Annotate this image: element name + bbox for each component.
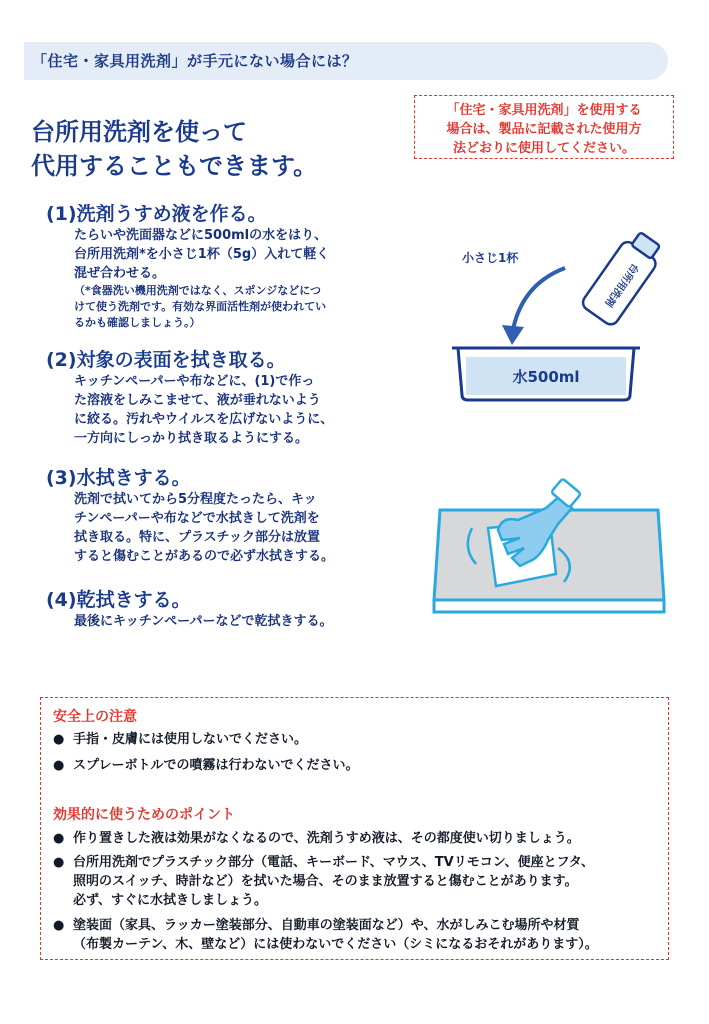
- headline-line-2: 代用することもできます。: [31, 152, 318, 180]
- bullet-icon: ●: [53, 918, 65, 933]
- notice-line: 法どおりに使用してください。: [452, 141, 635, 156]
- step-2: [46, 348, 391, 448]
- step-body: [74, 372, 391, 448]
- list-item: [53, 916, 653, 954]
- list-item-text: 手指・皮膚には使用しないでください。: [73, 732, 308, 747]
- list-item: [53, 829, 653, 848]
- wiping-table-illustration: [428, 478, 673, 618]
- step-title: (4)乾拭きする。: [46, 589, 191, 611]
- step-body: [74, 490, 391, 566]
- step-title: (2)対象の表面を拭き取る。: [46, 349, 286, 371]
- step-text: に絞る。汚れやウイルスを広げないように、: [74, 412, 334, 427]
- step-text: 一方向にしっかり拭き取るようにする。: [74, 431, 309, 446]
- step-title: (1)洗剤うすめ液を作る。: [46, 203, 267, 225]
- step-text: たらいや洗面器などに500mlの水をはり、: [74, 228, 328, 243]
- detergent-basin-illustration: [440, 230, 680, 410]
- step-3: [46, 466, 391, 566]
- list-item-text: スプレーボトルでの噴霧は行わないでください。: [73, 758, 359, 773]
- bullet-icon: ●: [53, 831, 65, 846]
- bullet-icon: ●: [53, 758, 65, 773]
- step-text: キッチンペーパーや布などに、(1)で作っ: [74, 374, 315, 389]
- safety-title: 安全上の注意: [53, 709, 137, 725]
- bottle-label: 台所用洗剤: [602, 260, 641, 309]
- list-item-text: 台所用洗剤でプラスチック部分（電話、キーボード、マウス、TVリモコン、便座とフタ、: [73, 855, 594, 870]
- list-item-text: 作り置きした液は効果がなくなるので、洗剤うすめ液は、その都度使い切りましょう。: [73, 831, 580, 846]
- bullet-icon: ●: [53, 855, 65, 870]
- arrow-head-icon: [502, 325, 524, 345]
- header-banner: [24, 42, 668, 80]
- step-4: [46, 588, 391, 631]
- detergent-bottle-icon: [580, 230, 667, 327]
- step-text: チンペーパーや布などで水拭きして洗剤を: [74, 511, 320, 526]
- headline: [31, 115, 411, 183]
- step-text: 洗剤で拭いてから5分程度たったら、キッ: [74, 492, 317, 507]
- note-text: （*食器洗い機用洗剤ではなく、スポンジなどにつ: [74, 284, 322, 297]
- notice-line: 「住宅・家具用洗剤」を使用する: [446, 103, 642, 118]
- step-text: 混ぜ合わせる。: [74, 266, 166, 281]
- step-text: 最後にキッチンペーパーなどで乾拭きする。: [74, 614, 333, 629]
- list-item: [53, 730, 653, 749]
- safety-box: [40, 697, 669, 960]
- list-item-text: 塗装面（家具、ラッカー塗装部分、自動車の塗装面など）や、水がしみこむ場所や材質: [73, 918, 580, 933]
- headline-line-1: 台所用洗剤を使って: [31, 118, 247, 146]
- step-1: [46, 202, 391, 331]
- tips-title: 効果的に使うためのポイント: [53, 807, 235, 823]
- list-item-text: 必ず、すぐに水拭きしましょう。: [73, 893, 267, 908]
- step-text: 台所用洗剤*を小さじ1杯（5g）入れて軽く: [74, 247, 330, 262]
- list-item-text: 照明のスイッチ、時計など）を拭いた場合、そのまま放置すると傷むことがあります。: [73, 874, 578, 889]
- step-note: [74, 283, 391, 331]
- step-body: [74, 612, 391, 631]
- step-text: 拭き取る。特に、プラスチック部分は放置: [74, 530, 320, 545]
- step-text: すると傷むことがあるので必ず水拭きする。: [74, 549, 335, 564]
- step-text: た溶液をしみこませて、液が垂れないよう: [74, 393, 321, 408]
- spoon-label: 小さじ1杯: [462, 251, 519, 265]
- list-item: [53, 756, 653, 775]
- basin-label: 水500ml: [512, 368, 580, 386]
- arrow-icon: [512, 268, 565, 335]
- step-title: (3)水拭きする。: [46, 467, 191, 489]
- list-item: [53, 853, 653, 910]
- step-body: [74, 226, 391, 283]
- banner-title: 「住宅・家具用洗剤」が手元にない場合には？: [32, 52, 358, 70]
- table-edge: [434, 600, 664, 612]
- bullet-icon: ●: [53, 732, 65, 747]
- note-text: るかも確認しましょう。）: [74, 316, 201, 329]
- notice-line: 場合は、製品に記載された使用方: [446, 122, 642, 137]
- list-item-text: （布製カーテン、木、壁など）には使わないでください（シミになるおそれがあります）。: [73, 937, 598, 952]
- note-text: けて使う洗剤です。有効な界面活性剤が使われてい: [74, 300, 327, 313]
- notice-box: [414, 95, 674, 159]
